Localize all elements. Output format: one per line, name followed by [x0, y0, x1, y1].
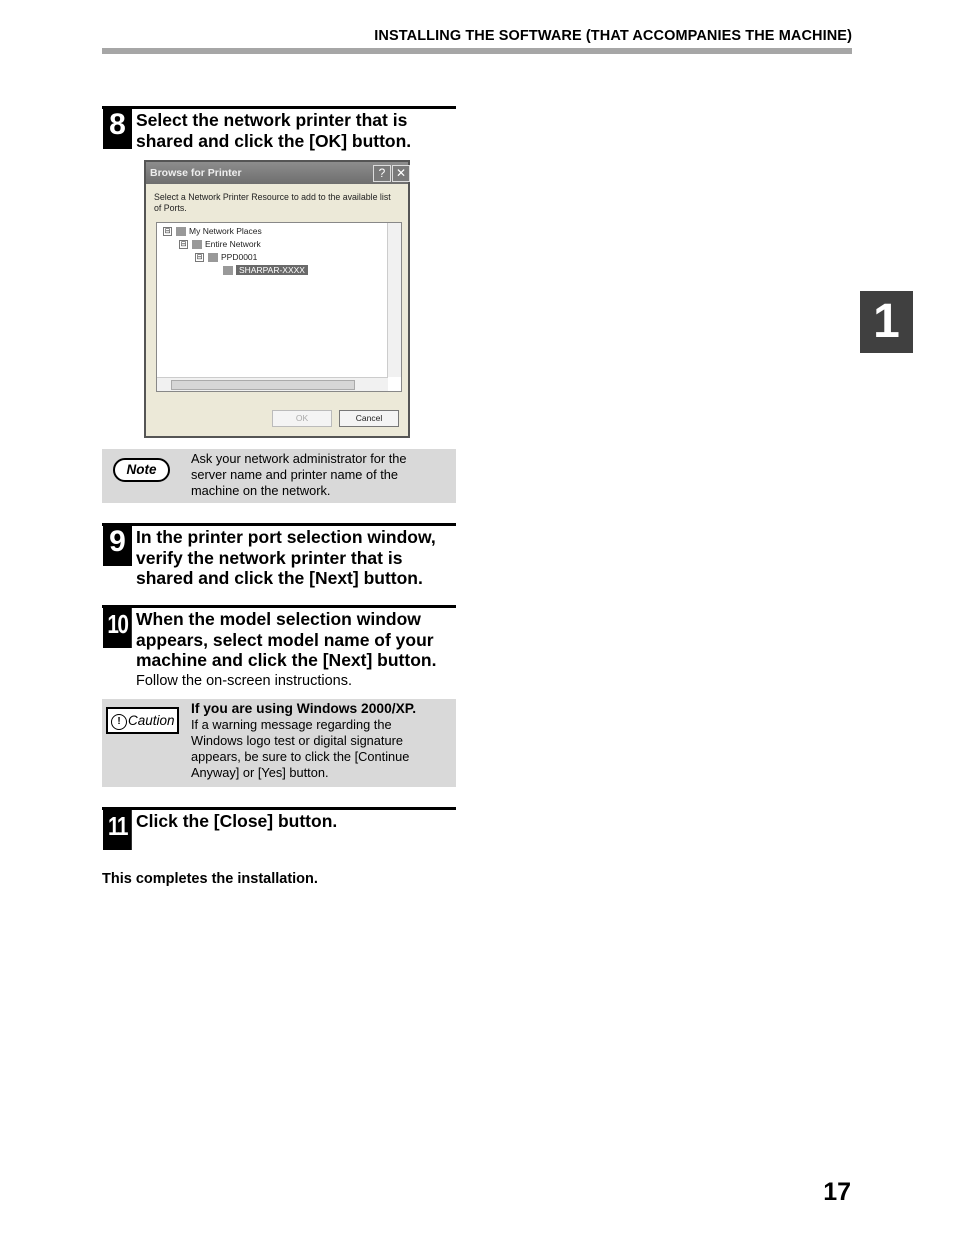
dialog-instruction-line-1: Select a Network Printer Resource to add to the available list	[154, 192, 391, 202]
tree-vertical-scrollbar[interactable]	[387, 223, 401, 377]
step-11-rule	[102, 807, 456, 810]
step-8-number: 8	[103, 107, 132, 149]
step-10-line-2: appears, select model name of your	[136, 629, 434, 650]
dialog-titlebar	[146, 162, 408, 184]
tree-horizontal-scrollbar[interactable]	[157, 377, 388, 391]
step-9-text	[136, 527, 456, 589]
note-icon: Note	[113, 458, 170, 482]
completion-text: This completes the installation.	[102, 871, 318, 887]
step-11-line-1: Click the [Close] button.	[136, 811, 338, 831]
step-10-line-3: machine and click the [Next] button.	[136, 650, 437, 670]
step-10-line-1: When the model selection window	[136, 609, 421, 629]
tree-label: PPD0001	[221, 252, 258, 262]
collapse-icon[interactable]: ⊟	[164, 228, 171, 236]
step-9-line-1: In the printer port selection window,	[136, 527, 436, 547]
globe-icon	[192, 240, 202, 249]
browse-for-printer-dialog	[144, 160, 410, 438]
step-9-line-2: verify the network printer that is	[136, 547, 403, 568]
page-header-title: INSTALLING THE SOFTWARE (THAT ACCOMPANIES THE MACHINE)	[374, 28, 852, 44]
step-8-line-2: shared and click the [OK] button.	[136, 130, 412, 151]
note-line-1: Ask your network administrator for the	[191, 451, 407, 466]
scroll-thumb[interactable]	[171, 380, 355, 390]
step-9-line-3: shared and click the [Next] button.	[136, 568, 423, 588]
computer-icon	[208, 253, 218, 262]
step-10-text	[136, 609, 456, 671]
dialog-close-icon[interactable]: ✕	[392, 165, 410, 182]
note-line-3: machine on the network.	[191, 483, 331, 498]
collapse-icon[interactable]: ⊟	[196, 254, 203, 262]
ok-button[interactable]: OK	[272, 410, 332, 427]
printer-tree[interactable]	[156, 222, 402, 392]
step-10-rule	[102, 605, 456, 608]
dialog-instruction-line-2: of Ports.	[154, 203, 187, 213]
step-10-subtext: Follow the on-screen instructions.	[136, 673, 352, 689]
collapse-icon[interactable]: ⊟	[180, 241, 187, 249]
caution-line-4: Anyway] or [Yes] button.	[191, 765, 329, 780]
dialog-title: Browse for Printer	[150, 167, 242, 179]
printer-icon	[223, 266, 233, 275]
dialog-instruction	[154, 192, 404, 214]
dialog-help-icon[interactable]: ?	[373, 165, 391, 182]
note-line-2: server name and printer name of the	[191, 467, 398, 482]
caution-line-3: appears, be sure to click the [Continue	[191, 749, 410, 764]
header-rule	[102, 48, 852, 54]
caution-line-1: If a warning message regarding the	[191, 717, 392, 732]
note-text	[191, 451, 441, 499]
cancel-button[interactable]: Cancel	[339, 410, 399, 427]
caution-label: Caution	[128, 713, 175, 728]
tree-item-my-network-places[interactable]	[163, 226, 262, 236]
chapter-tab: 1	[860, 291, 913, 353]
step-8-rule	[102, 106, 456, 109]
tree-item-computer[interactable]	[195, 252, 257, 262]
caution-icon	[106, 707, 179, 734]
step-9-number: 9	[103, 524, 132, 566]
tree-label: My Network Places	[189, 226, 262, 236]
caution-line-2: Windows logo test or digital signature	[191, 733, 403, 748]
step-8-line-1: Select the network printer that is	[136, 110, 408, 130]
tree-item-entire-network[interactable]	[179, 239, 261, 249]
caution-text	[191, 701, 441, 781]
step-11-text	[136, 811, 456, 832]
step-10-number: 10	[103, 606, 132, 648]
note-box	[102, 449, 456, 503]
network-places-icon	[176, 227, 186, 236]
step-11-number: 11	[103, 808, 132, 850]
tree-label-selected: SHARPAR-XXXX	[236, 265, 308, 275]
exclamation-icon: !	[111, 714, 127, 730]
caution-heading: If you are using Windows 2000/XP.	[191, 701, 417, 716]
caution-box	[102, 699, 456, 787]
page-number: 17	[823, 1178, 851, 1206]
step-9-rule	[102, 523, 456, 526]
step-8-text	[136, 110, 456, 151]
tree-label: Entire Network	[205, 239, 261, 249]
tree-item-printer[interactable]	[223, 265, 308, 275]
